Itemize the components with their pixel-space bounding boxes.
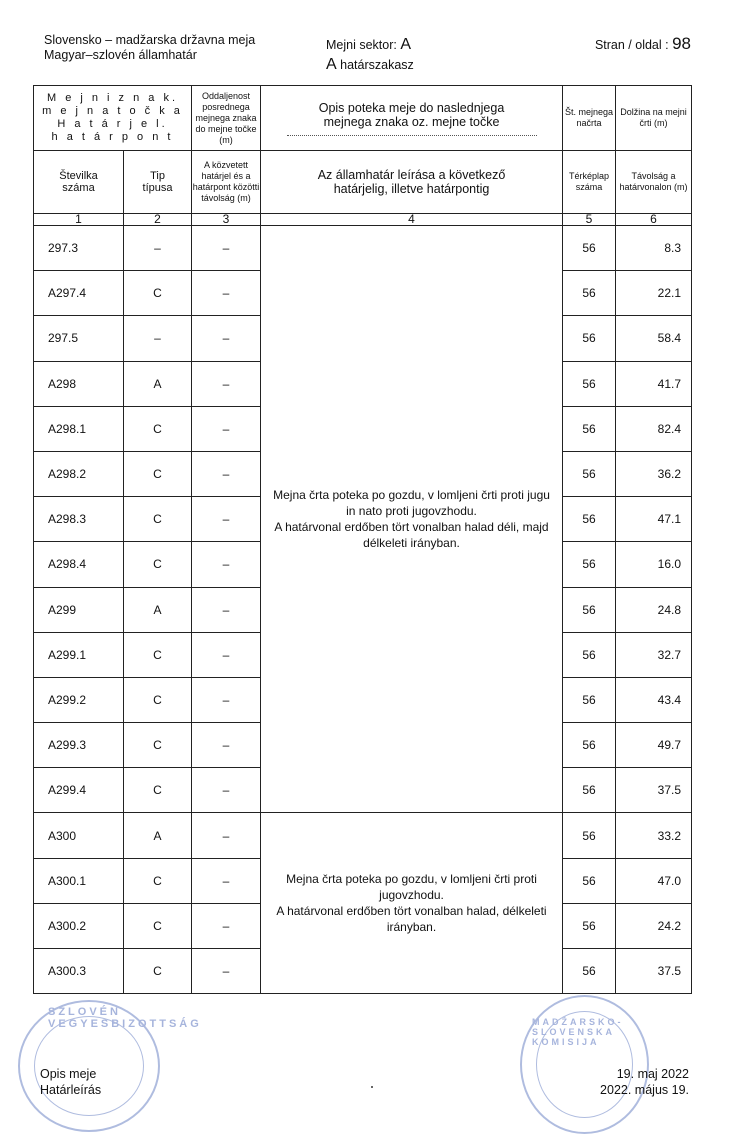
marker-number: A300.2 xyxy=(34,903,124,948)
description-cell xyxy=(261,813,563,994)
page-label: Stran / oldal : xyxy=(594,38,673,52)
indirect-distance: – xyxy=(192,723,261,768)
segment-length: 36.2 xyxy=(616,451,692,496)
indirect-distance: – xyxy=(192,271,261,316)
segment-length: 37.5 xyxy=(616,768,692,813)
segment-length: 82.4 xyxy=(616,406,692,451)
marker-number: 297.5 xyxy=(34,316,124,361)
indirect-distance: – xyxy=(192,226,261,271)
col-sheet-header-sl: Št. mejnega načrta xyxy=(563,86,616,151)
col-length-header-sl: Dolžina na mejni črti (m) xyxy=(616,86,692,151)
segment-length: 24.8 xyxy=(616,587,692,632)
marker-type: A xyxy=(124,361,192,406)
col-description-header-hu: Az államhatár leírása a következő határjelig, illetve határpontig xyxy=(261,151,563,214)
indirect-distance: – xyxy=(192,677,261,722)
left-stamp-text: SZLOVÉN VEGYESBIZOTTSÁG xyxy=(48,1006,202,1030)
header-title xyxy=(44,33,255,63)
marker-number: A299.4 xyxy=(34,768,124,813)
segment-length: 47.0 xyxy=(616,858,692,903)
marker-number: A300.3 xyxy=(34,949,124,994)
col-distance-header-sl: Oddaljenost posrednega mejnega znaka do mejne točke (m) xyxy=(192,86,261,151)
marker-number: A298.3 xyxy=(34,497,124,542)
indirect-distance: – xyxy=(192,632,261,677)
footer-date-sl: 19. maj 2022 xyxy=(616,1067,689,1081)
column-number: 1 xyxy=(34,214,124,226)
segment-length: 32.7 xyxy=(616,632,692,677)
col-marker-header-line: M e j n i z n a k. xyxy=(46,92,179,104)
segment-length: 22.1 xyxy=(616,271,692,316)
map-sheet: 56 xyxy=(563,949,616,994)
col-type-header-hu: típusa xyxy=(142,182,173,194)
page-number-value: 98 xyxy=(672,34,691,53)
marker-type: C xyxy=(124,903,192,948)
marker-type: C xyxy=(124,949,192,994)
map-sheet: 56 xyxy=(563,632,616,677)
col-marker-header-line: m e j n a t o č k a xyxy=(42,105,183,117)
marker-type: A xyxy=(124,813,192,858)
sector-sl xyxy=(326,35,414,55)
speck xyxy=(371,1086,373,1088)
sector-hu xyxy=(326,55,414,75)
header-title-hu: Magyar–szlovén államhatár xyxy=(44,48,197,62)
dotted-divider xyxy=(287,135,537,136)
indirect-distance: – xyxy=(192,768,261,813)
indirect-distance: – xyxy=(192,949,261,994)
footer-date-hu: 2022. május 19. xyxy=(600,1083,689,1097)
col-type-header xyxy=(124,151,192,214)
col-number-header-sl: Številka xyxy=(59,170,98,182)
map-sheet: 56 xyxy=(563,226,616,271)
description-hu: A határvonal erdőben tört vonalban halad déli, majd délkeleti irányban. xyxy=(274,520,549,551)
col-number-header xyxy=(34,151,124,214)
col-number-header-hu: száma xyxy=(62,182,95,194)
indirect-distance: – xyxy=(192,451,261,496)
column-number: 4 xyxy=(261,214,563,226)
segment-length: 8.3 xyxy=(616,226,692,271)
column-number-row xyxy=(34,214,692,226)
footer-doc-title-hu: Határleírás xyxy=(40,1083,102,1097)
column-number: 5 xyxy=(563,214,616,226)
marker-type: A xyxy=(124,587,192,632)
sector-info xyxy=(326,35,414,75)
column-number: 3 xyxy=(192,214,261,226)
segment-length: 37.5 xyxy=(616,949,692,994)
col-description-header-sl xyxy=(261,86,563,151)
table-row xyxy=(34,226,692,271)
table-row xyxy=(34,813,692,858)
marker-number: A299.2 xyxy=(34,677,124,722)
segment-length: 24.2 xyxy=(616,903,692,948)
map-sheet: 56 xyxy=(563,723,616,768)
indirect-distance: – xyxy=(192,858,261,903)
segment-length: 41.7 xyxy=(616,361,692,406)
marker-type: C xyxy=(124,406,192,451)
sector-label: Mejni sektor: xyxy=(326,38,401,52)
segment-length: 58.4 xyxy=(616,316,692,361)
indirect-distance: – xyxy=(192,542,261,587)
marker-number: A297.4 xyxy=(34,271,124,316)
marker-type: C xyxy=(124,632,192,677)
indirect-distance: – xyxy=(192,361,261,406)
marker-number: A300.1 xyxy=(34,858,124,903)
marker-number: A300 xyxy=(34,813,124,858)
indirect-distance: – xyxy=(192,813,261,858)
marker-number: A299.3 xyxy=(34,723,124,768)
marker-type: C xyxy=(124,451,192,496)
marker-type: C xyxy=(124,723,192,768)
col-sheet-header-hu: Térképlap száma xyxy=(563,151,616,214)
col-marker-header xyxy=(34,86,192,151)
description-sl: Mejna črta poteka po gozdu, v lomljeni črti proti jugu in nato proti jugovzhodu. xyxy=(273,488,550,519)
map-sheet: 56 xyxy=(563,451,616,496)
footer-doc-title xyxy=(40,1066,101,1098)
marker-number: A298.4 xyxy=(34,542,124,587)
marker-type: C xyxy=(124,768,192,813)
indirect-distance: – xyxy=(192,587,261,632)
segment-length: 49.7 xyxy=(616,723,692,768)
indirect-distance: – xyxy=(192,406,261,451)
map-sheet: 56 xyxy=(563,497,616,542)
col-marker-header-line: h a t á r p o n t xyxy=(51,131,174,143)
segment-length: 16.0 xyxy=(616,542,692,587)
marker-number: A298.2 xyxy=(34,451,124,496)
map-sheet: 56 xyxy=(563,542,616,587)
marker-number: 297.3 xyxy=(34,226,124,271)
right-stamp-text: MADŽARSKO-SLOVENSKA KOMISIJA xyxy=(532,1017,624,1047)
map-sheet: 56 xyxy=(563,903,616,948)
marker-type: C xyxy=(124,497,192,542)
footer-doc-title-sl: Opis meje xyxy=(40,1067,97,1081)
border-description-table xyxy=(33,85,692,994)
indirect-distance: – xyxy=(192,316,261,361)
marker-number: A298 xyxy=(34,361,124,406)
sector-letter: A xyxy=(400,36,412,53)
marker-type: – xyxy=(124,226,192,271)
col-type-header-sl: Tip xyxy=(150,170,165,182)
marker-number: A298.1 xyxy=(34,406,124,451)
sector-hu-label: határszakasz xyxy=(336,58,414,72)
header-title-sl: Slovensko – madžarska državna meja xyxy=(44,33,256,47)
column-number: 6 xyxy=(616,214,692,226)
description-header-sl-text: Opis poteka meje do naslednjega mejnega znaka oz. mejne točke xyxy=(318,100,505,129)
map-sheet: 56 xyxy=(563,316,616,361)
col-marker-header-line: H a t á r j e l. xyxy=(57,118,168,130)
marker-type: C xyxy=(124,858,192,903)
header-row-top xyxy=(34,86,692,151)
sector-hu-letter: A xyxy=(326,56,337,73)
segment-length: 33.2 xyxy=(616,813,692,858)
map-sheet: 56 xyxy=(563,361,616,406)
description-cell xyxy=(261,226,563,813)
map-sheet: 56 xyxy=(563,271,616,316)
indirect-distance: – xyxy=(192,497,261,542)
segment-length: 43.4 xyxy=(616,677,692,722)
description-sl: Mejna črta poteka po gozdu, v lomljeni črti proti jugovzhodu. xyxy=(286,872,537,903)
marker-type: C xyxy=(124,542,192,587)
map-sheet: 56 xyxy=(563,858,616,903)
map-sheet: 56 xyxy=(563,768,616,813)
col-length-header-hu: Távolság a határvonalon (m) xyxy=(616,151,692,214)
map-sheet: 56 xyxy=(563,587,616,632)
marker-number: A299.1 xyxy=(34,632,124,677)
footer-date xyxy=(600,1066,689,1098)
marker-number: A299 xyxy=(34,587,124,632)
map-sheet: 56 xyxy=(563,406,616,451)
column-number: 2 xyxy=(124,214,192,226)
right-stamp xyxy=(520,995,649,1134)
description-hu: A határvonal erdőben tört vonalban halad, délkeleti irányban. xyxy=(276,904,547,935)
segment-length: 47.1 xyxy=(616,497,692,542)
marker-type: C xyxy=(124,271,192,316)
header-row-mid xyxy=(34,151,692,214)
indirect-distance: – xyxy=(192,903,261,948)
marker-type: – xyxy=(124,316,192,361)
map-sheet: 56 xyxy=(563,677,616,722)
page-number xyxy=(595,34,691,54)
col-distance-header-hu: A közvetett határjel és a határpont közötti távolság (m) xyxy=(192,151,261,214)
marker-type: C xyxy=(124,677,192,722)
map-sheet: 56 xyxy=(563,813,616,858)
